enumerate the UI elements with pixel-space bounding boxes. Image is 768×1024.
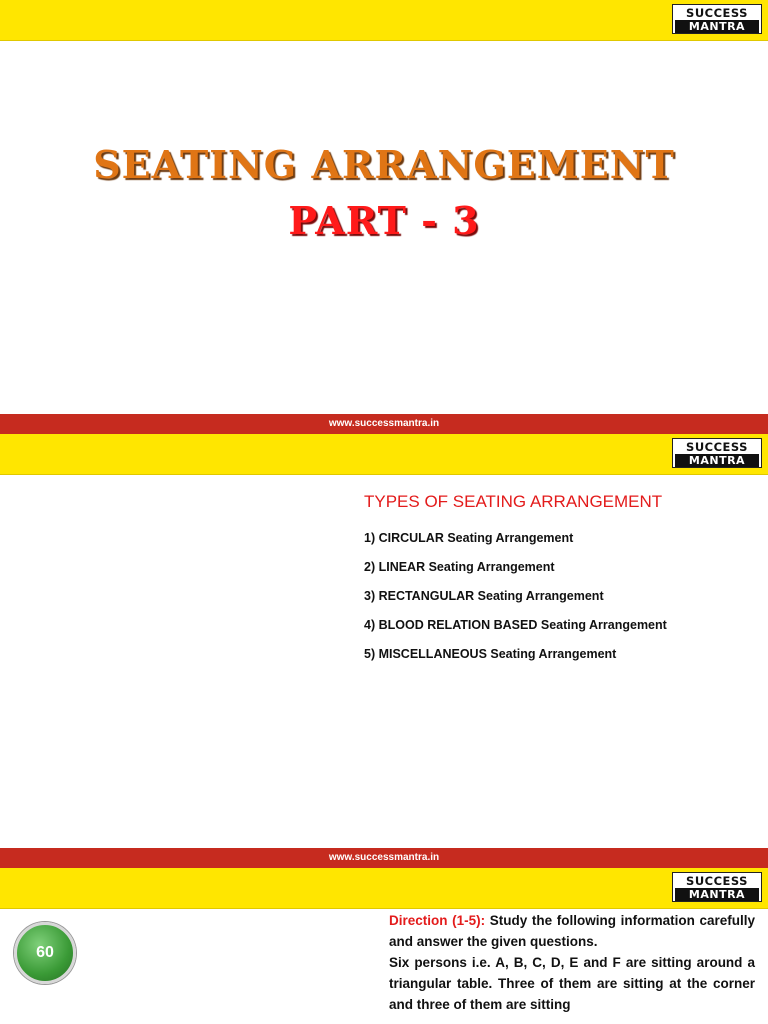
success-mantra-logo: SUCCESS MANTRA (672, 872, 762, 902)
slide-direction (0, 868, 768, 1024)
direction-line (389, 910, 755, 952)
list-item: 2) LINEAR Seating Arrangement (364, 560, 555, 574)
slide-types (0, 434, 768, 868)
slide-title-main: SEATING ARRANGEMENT (93, 142, 675, 187)
top-bar (0, 0, 768, 41)
top-bar (0, 434, 768, 475)
slide-title (0, 0, 768, 434)
slide-title-part: PART - 3 (288, 198, 480, 243)
list-item: 1) CIRCULAR Seating Arrangement (364, 531, 574, 545)
list-item: 5) MISCELLANEOUS Seating Arrangement (364, 647, 617, 661)
direction-paragraph: Six persons i.e. A, B, C, D, E and F are sitting around a triangular table. Three of them are sitting at the corner and three of them are sitting (389, 955, 755, 1012)
success-mantra-logo: SUCCESS MANTRA (672, 4, 762, 34)
success-mantra-logo: SUCCESS MANTRA (672, 438, 762, 468)
top-bar (0, 868, 768, 909)
direction-label: Direction (1-5): (389, 913, 486, 928)
types-heading: TYPES OF SEATING ARRANGEMENT (364, 492, 663, 511)
direction-block (389, 910, 755, 1015)
list-item: 3) RECTANGULAR Seating Arrangement (364, 589, 604, 603)
direction-text: Study the following information carefully and answer the given questions. (389, 913, 756, 949)
list-item: 4) BLOOD RELATION BASED Seating Arrangement (364, 618, 667, 632)
types-list (364, 530, 667, 675)
page-number-badge: 60 (14, 922, 76, 984)
footer-url: www.successmantra.in (0, 848, 768, 868)
footer-url: www.successmantra.in (0, 414, 768, 434)
